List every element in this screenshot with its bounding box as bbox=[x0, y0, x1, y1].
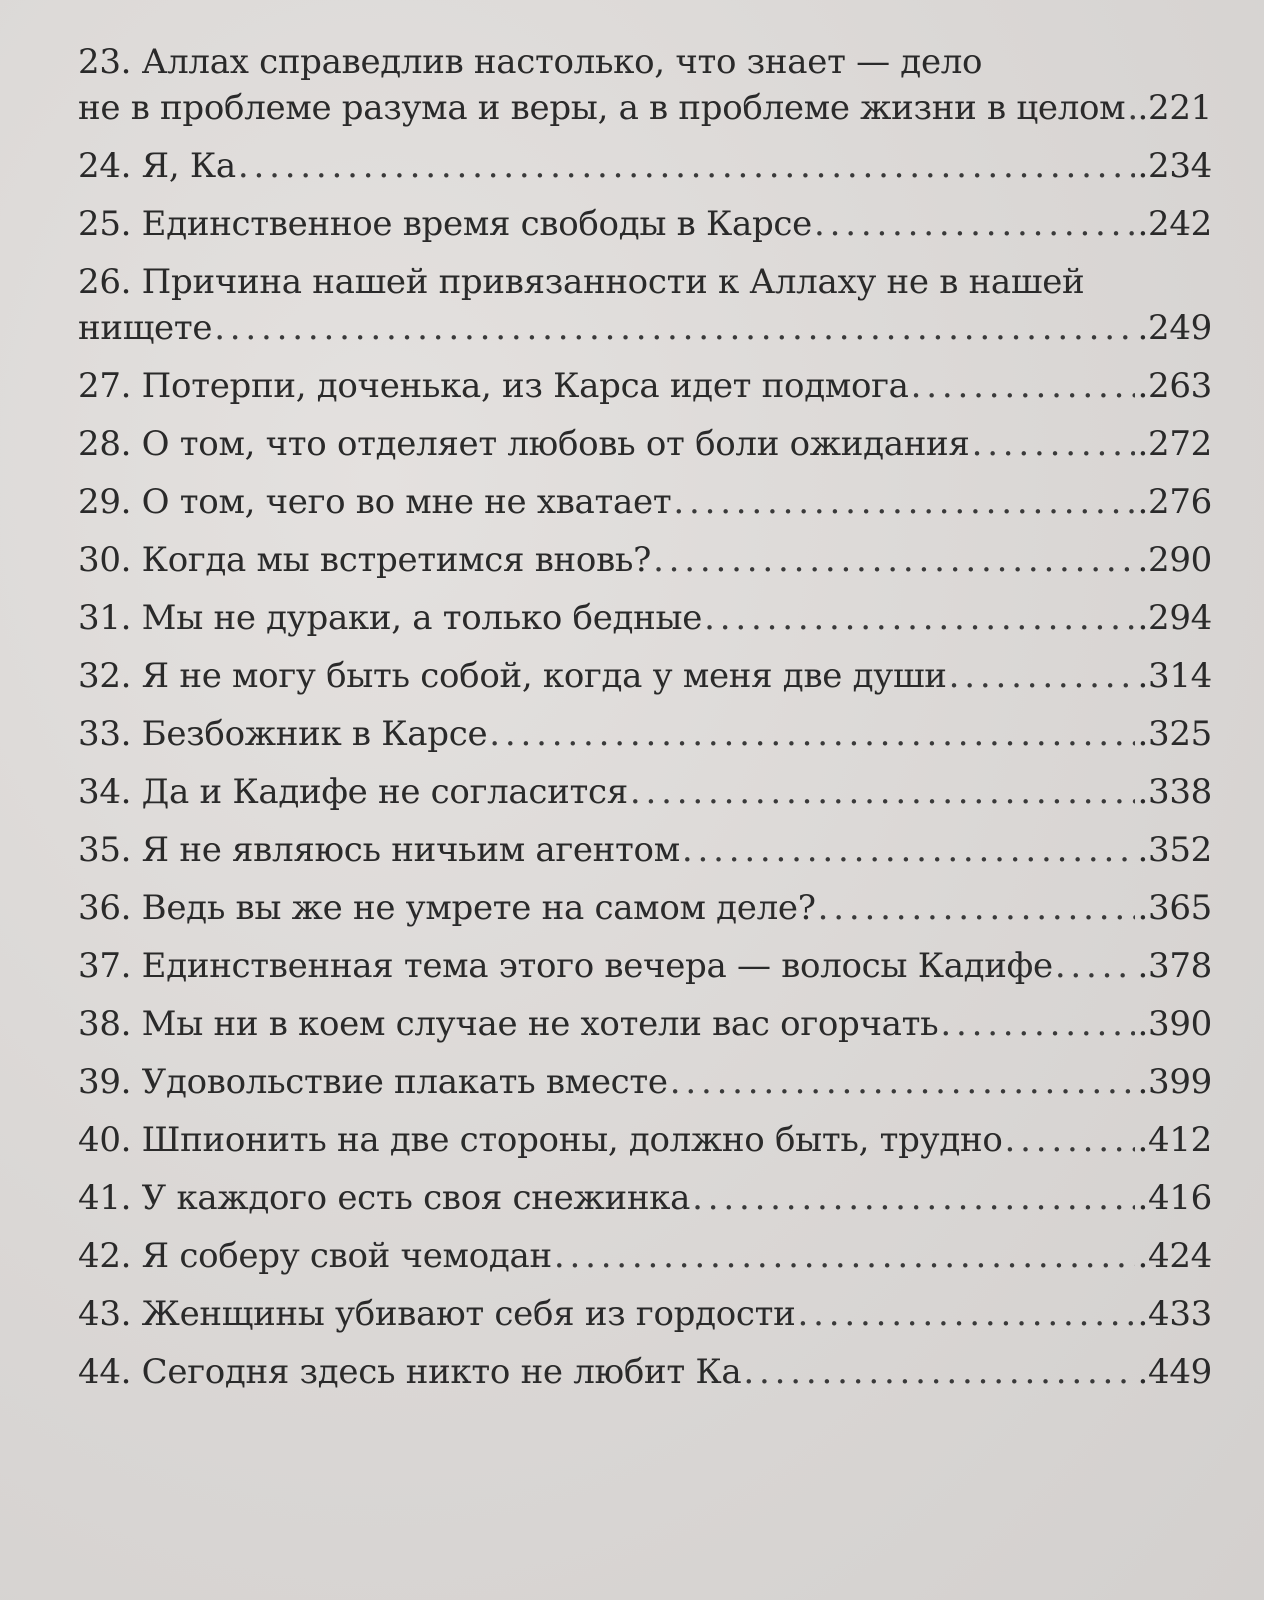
toc-entry-page-number: .263 bbox=[1137, 366, 1212, 406]
toc-entry-page-number: .433 bbox=[1137, 1294, 1212, 1334]
dot-leader bbox=[554, 1236, 1136, 1276]
toc-entry-row bbox=[78, 146, 1212, 186]
toc-entry-row bbox=[78, 482, 1212, 522]
toc-entry-title: 41. У каждого есть своя снежинка bbox=[78, 1178, 691, 1218]
toc-entry-page-number: .449 bbox=[1137, 1352, 1212, 1392]
toc-entry bbox=[78, 1062, 1212, 1102]
toc-entry-row bbox=[78, 366, 1212, 406]
toc-entry-row bbox=[78, 714, 1212, 754]
toc-entry-page-number: .234 bbox=[1137, 146, 1212, 186]
table-of-contents bbox=[78, 42, 1212, 1410]
toc-entry-page-number: .338 bbox=[1137, 772, 1212, 812]
toc-entry bbox=[78, 1352, 1212, 1392]
dot-leader bbox=[692, 1178, 1135, 1218]
toc-entry bbox=[78, 262, 1212, 348]
toc-entry-row bbox=[78, 1004, 1212, 1044]
dot-leader bbox=[673, 482, 1135, 522]
toc-entry-page-number: .290 bbox=[1137, 540, 1212, 580]
toc-entry-title-line: 26. Причина нашей привязанности к Аллаху не в нашей bbox=[78, 262, 1085, 302]
dot-leader bbox=[670, 1062, 1136, 1102]
toc-entry-title: 44. Сегодня здесь никто не любит Ка bbox=[78, 1352, 742, 1392]
toc-entry-row bbox=[78, 424, 1212, 464]
dot-leader bbox=[682, 830, 1136, 870]
dot-leader bbox=[798, 1294, 1136, 1334]
toc-entry-page-number: .249 bbox=[1137, 308, 1212, 348]
toc-entry-page-number: .378 bbox=[1137, 946, 1212, 986]
toc-entry-row bbox=[78, 598, 1212, 638]
toc-entry bbox=[78, 1294, 1212, 1334]
toc-entry-page-number: .416 bbox=[1137, 1178, 1212, 1218]
toc-entry-title: 35. Я не являюсь ничьим агентом bbox=[78, 830, 680, 870]
toc-entry bbox=[78, 424, 1212, 464]
toc-entry bbox=[78, 714, 1212, 754]
toc-entry-title: 32. Я не могу быть собой, когда у меня две души bbox=[78, 656, 947, 696]
toc-entry-page-number: .365 bbox=[1137, 888, 1212, 928]
dot-leader bbox=[911, 366, 1136, 406]
dot-leader bbox=[704, 598, 1135, 638]
dot-leader bbox=[940, 1004, 1135, 1044]
toc-entry-row bbox=[78, 204, 1212, 244]
toc-entry bbox=[78, 888, 1212, 928]
toc-entry-page-number: .276 bbox=[1137, 482, 1212, 522]
dot-leader bbox=[1055, 946, 1136, 986]
toc-entry bbox=[78, 598, 1212, 638]
toc-entry-title: 27. Потерпи, доченька, из Карса идет подмога bbox=[78, 366, 909, 406]
dot-leader bbox=[489, 714, 1135, 754]
toc-entry bbox=[78, 1004, 1212, 1044]
dot-leader bbox=[238, 146, 1136, 186]
toc-entry-row bbox=[78, 88, 1212, 128]
toc-entry-title: нищете bbox=[78, 308, 213, 348]
toc-entry bbox=[78, 146, 1212, 186]
toc-entry-page-number: .352 bbox=[1137, 830, 1212, 870]
dot-leader bbox=[972, 424, 1136, 464]
dot-leader bbox=[743, 1352, 1135, 1392]
toc-entry-title: 40. Шпионить на две стороны, должно быть, трудно bbox=[78, 1120, 1003, 1160]
toc-entry-row bbox=[78, 1294, 1212, 1334]
toc-entry-row bbox=[78, 772, 1212, 812]
toc-entry bbox=[78, 946, 1212, 986]
toc-entry bbox=[78, 540, 1212, 580]
dot-leader bbox=[1005, 1120, 1136, 1160]
dot-leader bbox=[1127, 88, 1135, 128]
toc-entry-title: 28. О том, что отделяет любовь от боли ожидания bbox=[78, 424, 970, 464]
toc-entry bbox=[78, 1178, 1212, 1218]
toc-entry bbox=[78, 1120, 1212, 1160]
toc-entry-title: 34. Да и Кадифе не согласится bbox=[78, 772, 628, 812]
dot-leader bbox=[653, 540, 1135, 580]
toc-entry-row bbox=[78, 1352, 1212, 1392]
toc-entry-title: 25. Единственное время свободы в Карсе bbox=[78, 204, 812, 244]
toc-entry-row bbox=[78, 1236, 1212, 1276]
toc-entry-row bbox=[78, 540, 1212, 580]
dot-leader bbox=[818, 888, 1136, 928]
toc-entry-row bbox=[78, 1178, 1212, 1218]
toc-entry-title: 42. Я соберу свой чемодан bbox=[78, 1236, 552, 1276]
toc-entry-title: 29. О том, чего во мне не хватает bbox=[78, 482, 672, 522]
toc-entry-row bbox=[78, 1120, 1212, 1160]
toc-entry-page-number: .412 bbox=[1137, 1120, 1212, 1160]
toc-entry bbox=[78, 482, 1212, 522]
toc-entry-title: 37. Единственная тема этого вечера — волосы Кадифе bbox=[78, 946, 1053, 986]
toc-entry bbox=[78, 42, 1212, 128]
toc-entry bbox=[78, 1236, 1212, 1276]
toc-entry-page-number: .390 bbox=[1137, 1004, 1212, 1044]
dot-leader bbox=[630, 772, 1136, 812]
toc-entry-row bbox=[78, 830, 1212, 870]
toc-entry bbox=[78, 830, 1212, 870]
toc-entry-page-number: .294 bbox=[1137, 598, 1212, 638]
toc-entry-title: 30. Когда мы встретимся вновь? bbox=[78, 540, 652, 580]
toc-entry-title-line: 23. Аллах справедлив настолько, что знает — дело bbox=[78, 42, 983, 82]
toc-entry bbox=[78, 204, 1212, 244]
dot-leader bbox=[814, 204, 1136, 244]
toc-entry-title: 24. Я, Ка bbox=[78, 146, 236, 186]
toc-entry-row bbox=[78, 888, 1212, 928]
dot-leader bbox=[214, 308, 1135, 348]
toc-entry-title: 38. Мы ни в коем случае не хотели вас огорчать bbox=[78, 1004, 939, 1044]
toc-entry bbox=[78, 772, 1212, 812]
toc-entry-page-number: .272 bbox=[1137, 424, 1212, 464]
toc-entry-row bbox=[78, 1062, 1212, 1102]
toc-entry-title: 33. Безбожник в Карсе bbox=[78, 714, 488, 754]
toc-entry-title: 43. Женщины убивают себя из гордости bbox=[78, 1294, 796, 1334]
toc-entry-title: 39. Удовольствие плакать вместе bbox=[78, 1062, 668, 1102]
dot-leader bbox=[949, 656, 1136, 696]
toc-entry bbox=[78, 366, 1212, 406]
toc-entry-page-number: .325 bbox=[1137, 714, 1212, 754]
toc-entry-title: не в проблеме разума и веры, а в проблеме жизни в целом bbox=[78, 88, 1126, 128]
toc-entry-title: 31. Мы не дураки, а только бедные bbox=[78, 598, 703, 638]
toc-entry-page-number: .221 bbox=[1137, 88, 1212, 128]
toc-entry-page-number: .314 bbox=[1137, 656, 1212, 696]
toc-entry-page-number: .242 bbox=[1137, 204, 1212, 244]
toc-entry-row bbox=[78, 308, 1212, 348]
toc-entry-row bbox=[78, 656, 1212, 696]
toc-entry-row bbox=[78, 946, 1212, 986]
toc-entry-page-number: .424 bbox=[1137, 1236, 1212, 1276]
toc-entry-page-number: .399 bbox=[1137, 1062, 1212, 1102]
toc-entry bbox=[78, 656, 1212, 696]
toc-entry-title: 36. Ведь вы же не умрете на самом деле? bbox=[78, 888, 816, 928]
